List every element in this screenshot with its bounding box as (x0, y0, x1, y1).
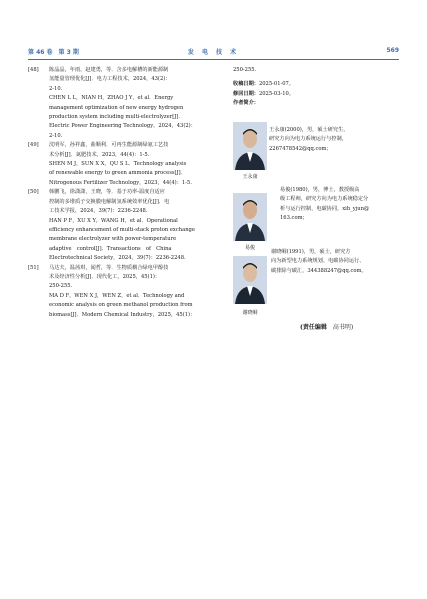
reference-line: 250-255. (49, 283, 73, 290)
reference-item (28, 264, 218, 320)
reference-line: SHEN M J，SUN X X，QU S L．Technology analysis (49, 161, 187, 168)
volume-issue: 第 46 卷 第 3 期 (28, 49, 79, 56)
reference-line: membrane electrolyzer with power-temperature (49, 236, 177, 243)
author-photo (233, 256, 267, 304)
reference-line: 氢能量管理优化[J]．电力工程技术，2024，43(2)： (49, 76, 171, 83)
bio-line: 王永康(2000)，男，硕士研究生， (269, 127, 349, 133)
responsible-editor (300, 322, 353, 331)
reference-number: [51] (28, 264, 39, 271)
reference-line: management optimization of new energy hydrogen (49, 104, 184, 111)
references-column (28, 66, 218, 320)
reference-line: CHEN L L，NIAN H，ZHAO J Y，et al．Energy (49, 95, 174, 102)
reference-line: 沈明军，孙祥鑫，曲顺利．可再生能源制绿氨工艺技 (49, 142, 169, 149)
reference-line: 2-10. (49, 132, 63, 139)
author-bio (269, 126, 399, 154)
author-photo-caption: 谢晓峒 (242, 310, 258, 316)
author-photo-caption: 易俊 (244, 245, 255, 251)
reference-line: 马达夫，温茜琪，闻哲，等．生物质耦合绿电甲醇技 (49, 264, 169, 271)
right-column (233, 66, 399, 109)
reference-line: 控制的多堆质子交换膜电解制氢系统效率优化[J]．电 (49, 198, 170, 205)
reference-item (28, 141, 218, 188)
reference-item (28, 188, 218, 263)
reference-number: [49] (28, 142, 39, 149)
reference-number: [48] (28, 67, 39, 73)
reference-line: 术及经济性分析[J]．现代化工，2025，45(1)： (49, 273, 161, 280)
bio-line: 研究方向为电力系统运行与控制， (269, 136, 347, 143)
bio-line: 2267478542@qq.com； (269, 145, 332, 152)
reference-line: 韩鹏飞，徐潇潇，王晓，等．基于功率-温度自适应 (49, 189, 165, 196)
person-icon (233, 193, 267, 241)
bio-line: 向为新型电力系统规划、电碳协同运行、 (271, 258, 365, 265)
bio-line: 级工程师，研究方向为电力系统稳定分 (280, 196, 369, 203)
reference-line: Electric Power Engineering Technology，2024，43(2)： (49, 123, 196, 130)
person-icon (233, 122, 267, 170)
author-bio (280, 186, 399, 224)
bio-line: 谢晓峒(1991)，男，硕士，研究方 (271, 249, 351, 255)
bio-line: 易俊(1980)，男，博士，教授级高 (280, 187, 360, 193)
reference-line: production system including multi-electrolyzer[J]． (49, 114, 184, 121)
editor-name: 高书明) (332, 324, 354, 331)
author-bio (271, 248, 399, 276)
received-label: 收稿日期： (233, 81, 259, 88)
reference-line: economic analysis on green methanol production from (49, 302, 193, 309)
bio-line: 碳排除与碳汇，344388247@qq.com。 (271, 267, 367, 274)
reference-line: 2-10. (49, 85, 63, 92)
reference-number: [50] (28, 189, 39, 196)
reference-line: MA D F，WEN X J，WEN Z，et al．Technology and (49, 292, 185, 299)
bio-line: 析与运行控制、电碳协同，xih_yjun@ (280, 205, 370, 212)
reference-line: Electrotechnical Society，2024，39(7)：2236-2248. (49, 255, 186, 262)
reference-line: HAN P F，XU X Y，WANG H，et al．Operational (49, 217, 178, 224)
author-photo (233, 193, 267, 241)
reference-line: biomass[J]．Modern Chemical Industry，2025，45(1)： (49, 311, 196, 318)
reference-line: adaptive control[J]．Transactions of China (49, 245, 172, 252)
author-photo-caption: 王永康 (242, 174, 258, 180)
header-divider (28, 59, 399, 60)
bio-line: 163.com； (280, 215, 308, 222)
reference-line: 术分析[J]．氮肥技术，2023，44(4)：1-5. (49, 151, 150, 158)
author-photo (233, 122, 267, 170)
received-date (233, 80, 399, 89)
revised-label: 修回日期： (233, 90, 259, 97)
page-header (28, 47, 399, 59)
reference-item (28, 66, 218, 141)
reference-continuation: 250-255. (233, 67, 257, 73)
author-intro-title: 作者简介： (233, 100, 259, 107)
journal-name: 发 电 技 术 (187, 49, 240, 56)
received-value: 2025-01-07。 (258, 81, 295, 88)
revised-value: 2025-03-10。 (258, 90, 295, 97)
dates-block (233, 80, 399, 99)
revised-date (233, 90, 399, 99)
editor-label: (责任编辑 (300, 324, 327, 331)
person-icon (233, 256, 267, 304)
page-number: 569 (386, 47, 399, 54)
reference-line: 工技术学报，2024，39(7)：2236-2248. (49, 208, 148, 215)
reference-line: Nitrogenous Fertilizer Technology，2023，44(4)：1-5. (49, 179, 192, 186)
reference-line: efficiency enhancement of multi-stack proton exchange (49, 226, 195, 233)
reference-line: of renewable energy to green ammonia process[J]． (49, 170, 186, 177)
reference-line: 陈晶晶，年雨，赵建勇，等．含多电解槽的新能源制 (49, 67, 169, 73)
